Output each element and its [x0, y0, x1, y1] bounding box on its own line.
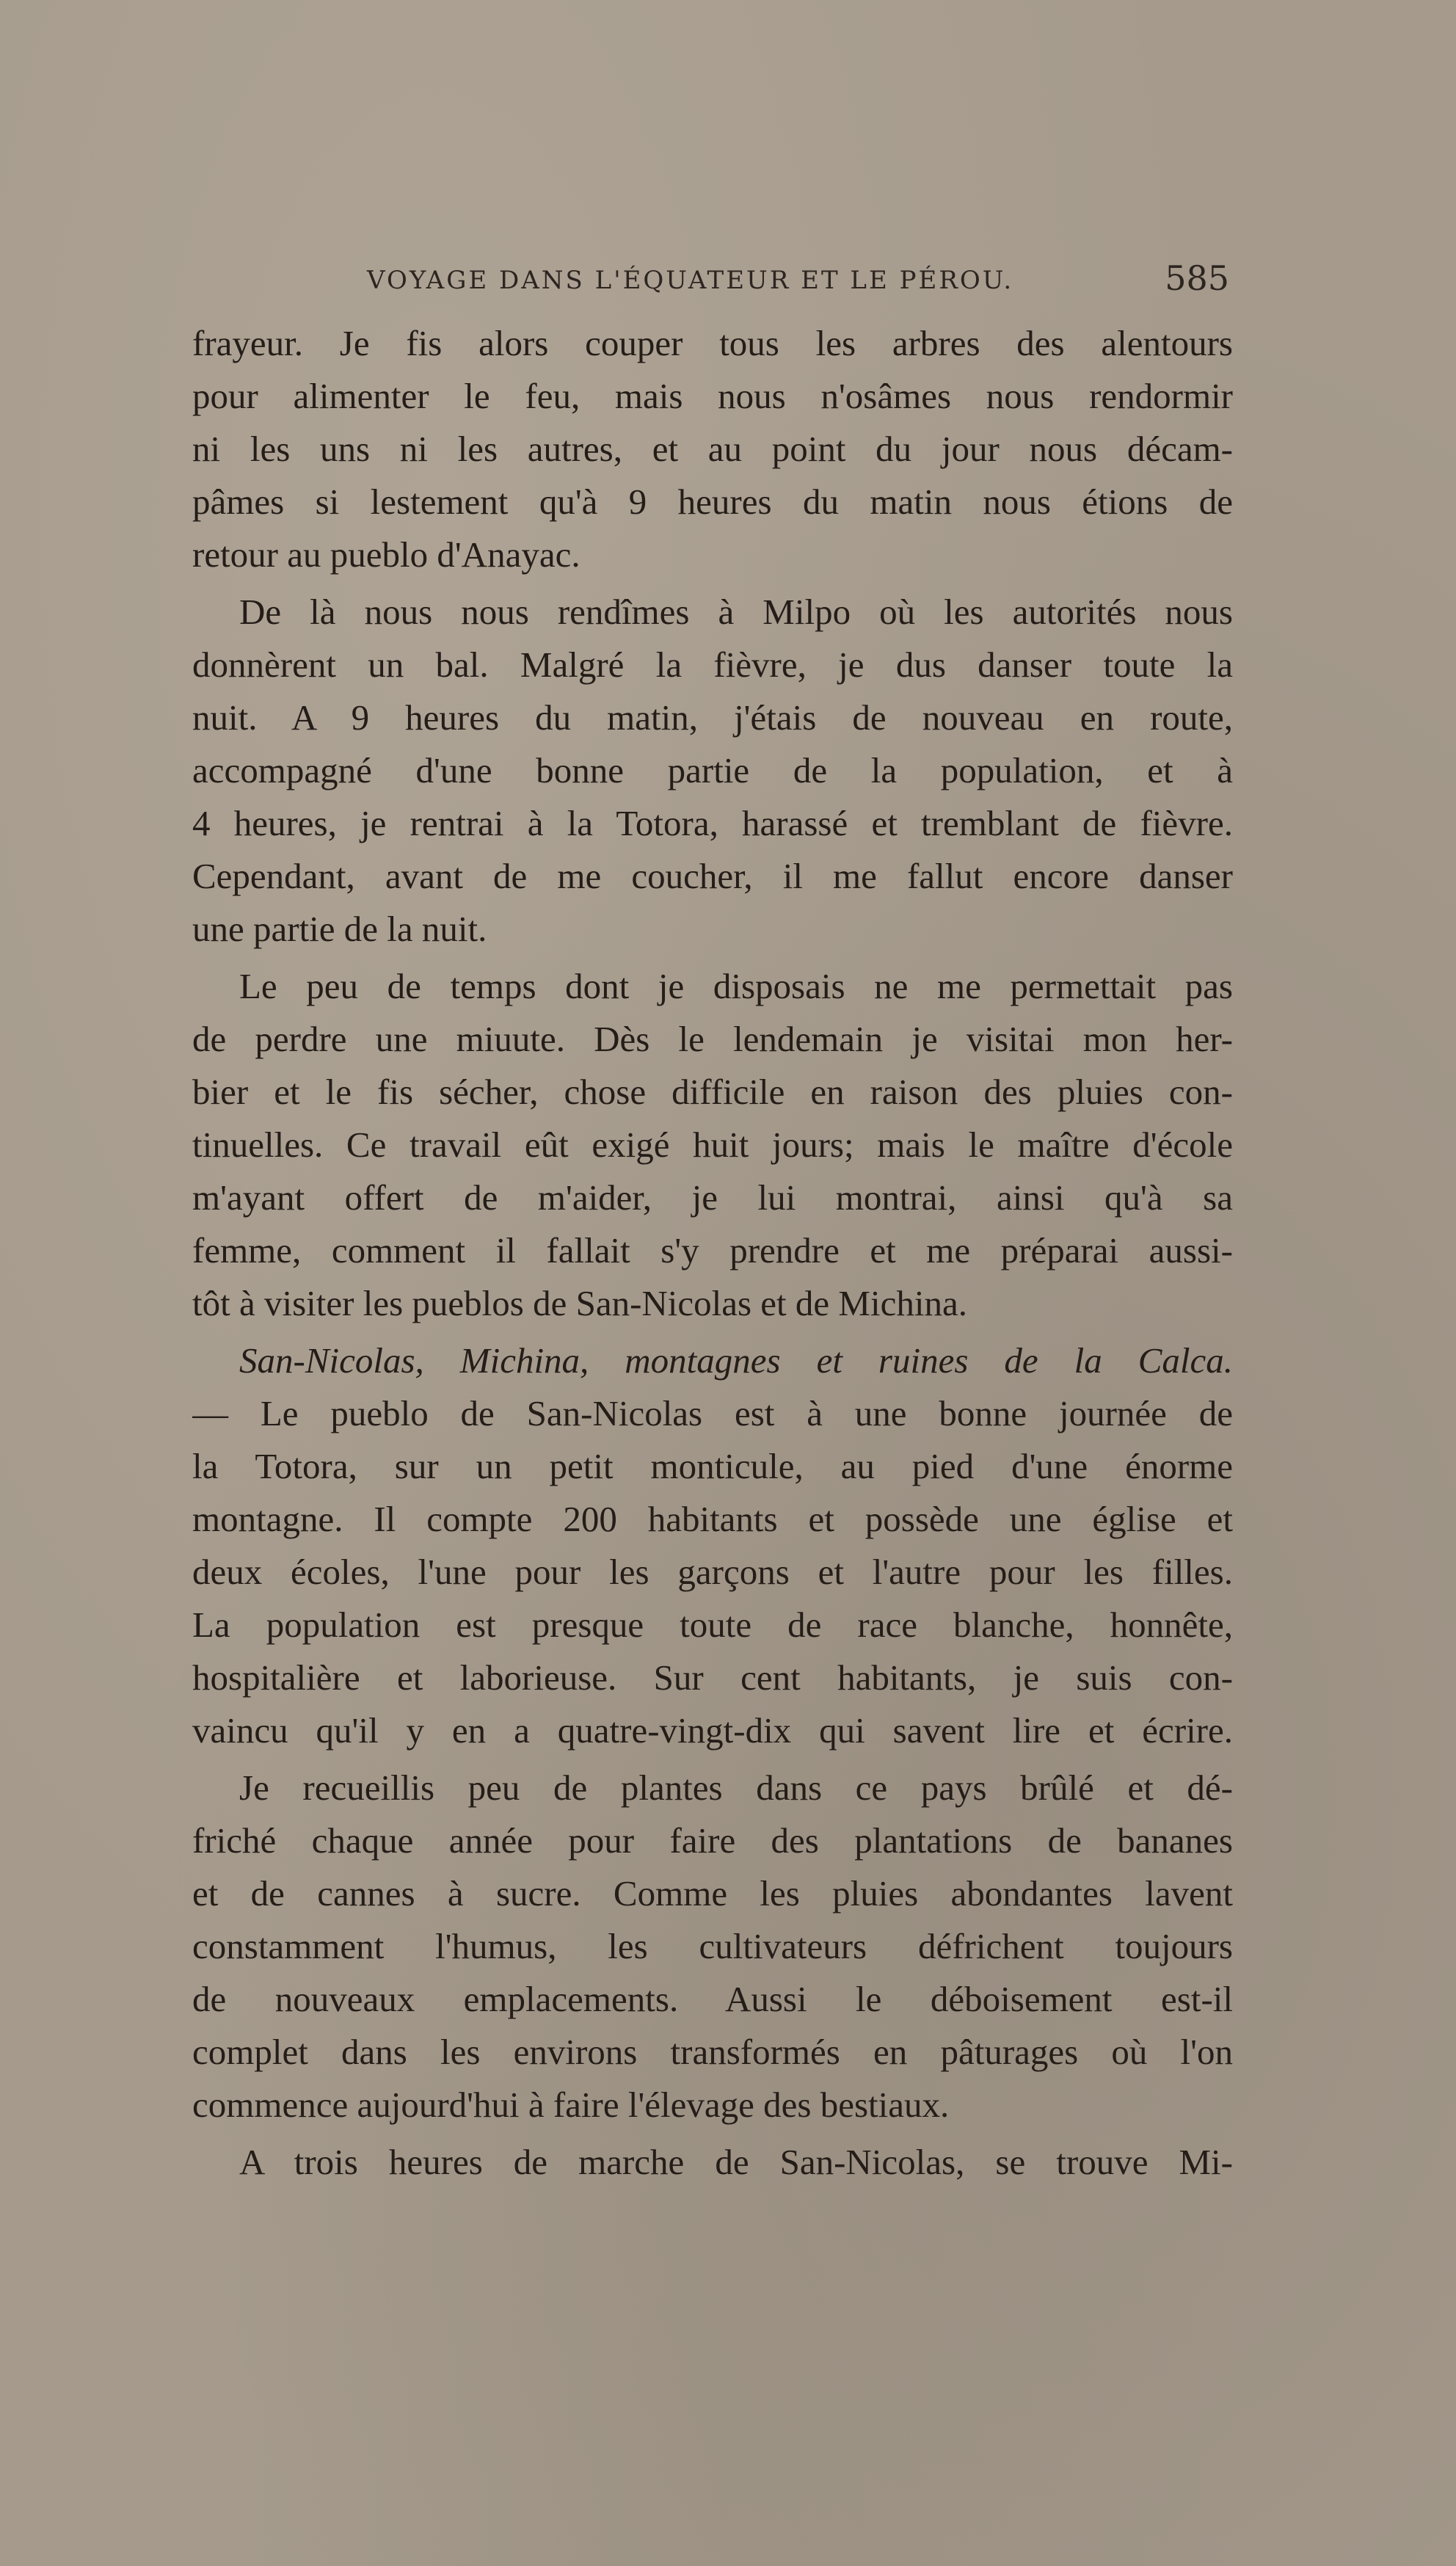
running-title: VOYAGE DANS L'ÉQUATEUR ET LE PÉROU.	[367, 266, 1014, 295]
text-line: de nouveaux emplacements. Aussi le déboisement est-il	[192, 1979, 1233, 2019]
text-line: Cependant, avant de me coucher, il me fallut encore danser	[192, 856, 1233, 896]
text-line: De là nous nous rendîmes à Milpo où les autorités nous	[239, 592, 1233, 632]
text-line: constamment l'humus, les cultivateurs défrichent toujours	[192, 1926, 1233, 1966]
body-text	[192, 317, 1233, 2189]
text-line: bier et le fis sécher, chose difficile en raison des pluies con-	[192, 1072, 1233, 1112]
text-line: deux écoles, l'une pour les garçons et l'autre pour les filles.	[192, 1552, 1233, 1592]
text-line: Le peu de temps dont je disposais ne me permettait pas	[239, 966, 1233, 1006]
running-head	[194, 258, 1229, 302]
text-line: tôt à visiter les pueblos de San-Nicolas et de Michina.	[192, 1283, 967, 1323]
text-line: m'ayant offert de m'aider, je lui montrai, ainsi qu'à sa	[192, 1177, 1233, 1218]
text-line: et de cannes à sucre. Comme les pluies abondantes lavent	[192, 1873, 1233, 1913]
text-line: A trois heures de marche de San-Nicolas, se trouve Mi-	[239, 2142, 1233, 2182]
section-heading: San-Nicolas, Michina, montagnes et ruines de la Calca.	[239, 1340, 1233, 1381]
text-line: la Totora, sur un petit monticule, au pied d'une énorme	[192, 1446, 1233, 1486]
text-line: femme, comment il fallait s'y prendre et me préparai aussi-	[192, 1230, 1233, 1271]
text-line: vaincu qu'il y en a quatre-vingt-dix qui savent lire et écrire.	[192, 1710, 1233, 1751]
text-line: friché chaque année pour faire des plantations de bananes	[192, 1820, 1233, 1861]
text-line: accompagné d'une bonne partie de la population, et à	[192, 750, 1233, 790]
text-line: — Le pueblo de San-Nicolas est à une bonne journée de	[192, 1393, 1233, 1433]
text-line: pour alimenter le feu, mais nous n'osâmes nous rendormir	[192, 376, 1233, 416]
text-line: tinuelles. Ce travail eût exigé huit jours; mais le maître d'école	[192, 1124, 1233, 1165]
text-line: une partie de la nuit.	[192, 909, 487, 949]
text-line: commence aujourd'hui à faire l'élevage des bestiaux.	[192, 2085, 950, 2125]
text-line: 4 heures, je rentrai à la Totora, harassé et tremblant de fièvre.	[192, 803, 1233, 843]
text-line: hospitalière et laborieuse. Sur cent habitants, je suis con-	[192, 1657, 1233, 1698]
text-line: frayeur. Je fis alors couper tous les arbres des alentours	[192, 323, 1233, 363]
text-line: donnèrent un bal. Malgré la fièvre, je dus danser toute la	[192, 644, 1233, 685]
page-number: 585	[1165, 258, 1229, 298]
text-line: complet dans les environs transformés en pâturages où l'on	[192, 2032, 1233, 2072]
text-line: Je recueillis peu de plantes dans ce pays brûlé et dé-	[239, 1767, 1233, 1808]
text-line: La population est presque toute de race blanche, honnête,	[192, 1604, 1233, 1645]
text-line: nuit. A 9 heures du matin, j'étais de nouveau en route,	[192, 697, 1233, 738]
text-line: ni les uns ni les autres, et au point du jour nous décam-	[192, 429, 1233, 469]
text-line: de perdre une miuute. Dès le lendemain je visitai mon her-	[192, 1019, 1233, 1059]
text-line: retour au pueblo d'Anayac.	[192, 534, 580, 575]
text-line: pâmes si lestement qu'à 9 heures du matin nous étions de	[192, 481, 1233, 522]
text-line: montagne. Il compte 200 habitants et possède une église et	[192, 1499, 1233, 1539]
